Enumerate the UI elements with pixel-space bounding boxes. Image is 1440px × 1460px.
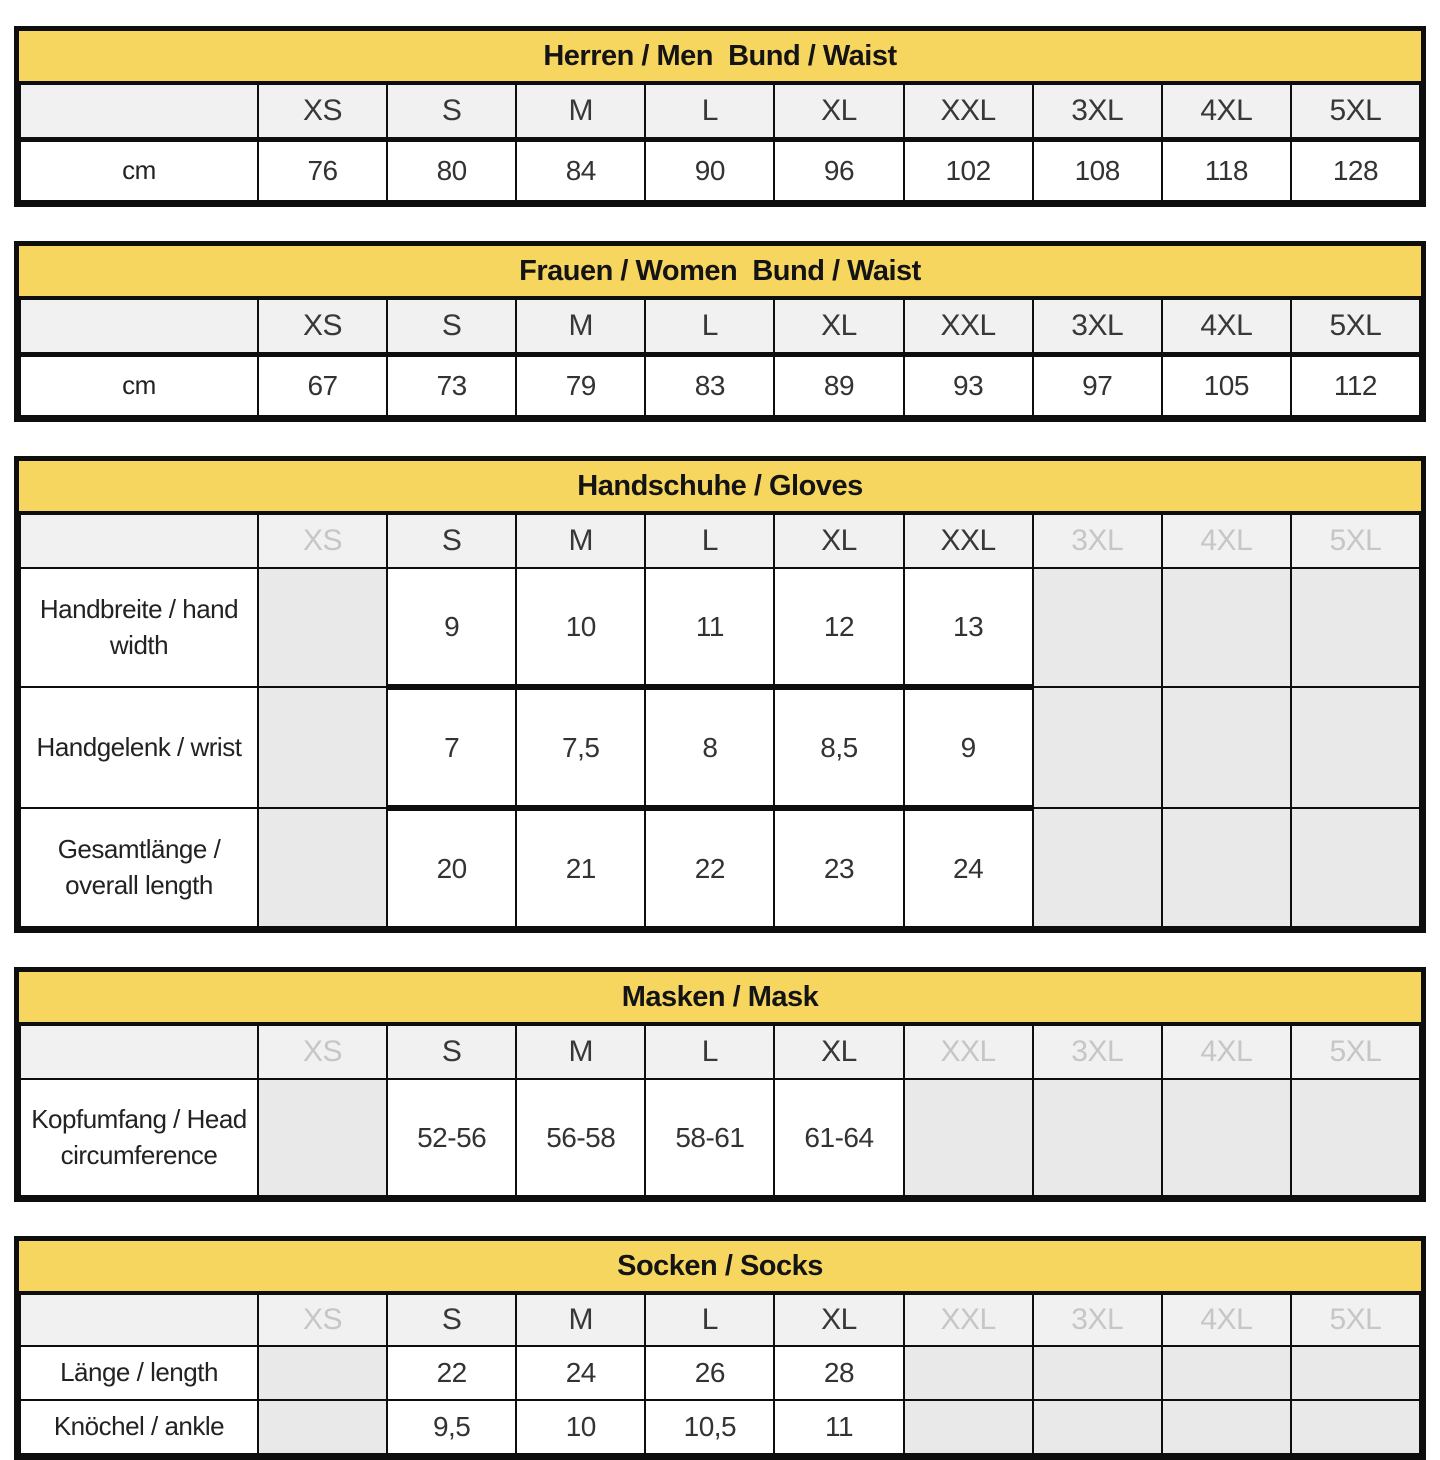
empty-cell — [1162, 568, 1291, 687]
value-cell: 96 — [774, 140, 903, 202]
size-header-xxl: XXL — [904, 1294, 1033, 1346]
empty-cell — [258, 1346, 387, 1400]
value-cell: 23 — [774, 808, 903, 927]
value-cell: 128 — [1291, 140, 1420, 202]
empty-cell — [1291, 1079, 1420, 1196]
value-cell: 24 — [516, 1346, 645, 1400]
size-header-4xl: 4XL — [1162, 1025, 1291, 1079]
row-label: Handbreite / hand width — [20, 568, 258, 687]
table-gloves — [14, 456, 1426, 933]
value-cell: 79 — [516, 355, 645, 417]
size-header-5xl: 5XL — [1291, 1294, 1420, 1346]
value-cell: 22 — [645, 808, 774, 927]
value-cell: 80 — [387, 140, 516, 202]
table-socks — [14, 1236, 1426, 1460]
table-title: Frauen / Women Bund / Waist — [19, 246, 1421, 298]
value-cell: 8 — [645, 687, 774, 808]
size-header-xs: XS — [258, 84, 387, 140]
empty-cell — [1162, 808, 1291, 927]
row-label: Knöchel / ankle — [20, 1400, 258, 1454]
size-header-3xl: 3XL — [1033, 1294, 1162, 1346]
empty-cell — [258, 687, 387, 808]
empty-cell — [1033, 1346, 1162, 1400]
row-label: cm — [20, 355, 258, 417]
size-header-s: S — [387, 299, 516, 355]
value-cell: 7,5 — [516, 687, 645, 808]
size-grid — [19, 83, 1421, 202]
table-title: Handschuhe / Gloves — [19, 461, 1421, 513]
row-label: cm — [20, 140, 258, 202]
empty-cell — [1291, 1400, 1420, 1454]
value-cell: 10 — [516, 568, 645, 687]
empty-cell — [1162, 1079, 1291, 1196]
size-header-s: S — [387, 1025, 516, 1079]
size-header-3xl: 3XL — [1033, 1025, 1162, 1079]
size-header-xxl: XXL — [904, 1025, 1033, 1079]
value-cell: 83 — [645, 355, 774, 417]
value-cell: 8,5 — [774, 687, 903, 808]
size-header-5xl: 5XL — [1291, 299, 1420, 355]
value-cell: 108 — [1033, 140, 1162, 202]
size-header-3xl: 3XL — [1033, 299, 1162, 355]
value-cell: 93 — [904, 355, 1033, 417]
size-grid — [19, 1024, 1421, 1197]
size-header-xs: XS — [258, 1025, 387, 1079]
empty-cell — [258, 1400, 387, 1454]
value-cell: 7 — [387, 687, 516, 808]
value-cell: 84 — [516, 140, 645, 202]
value-cell: 21 — [516, 808, 645, 927]
empty-cell — [904, 1079, 1033, 1196]
value-cell: 12 — [774, 568, 903, 687]
empty-cell — [1162, 1346, 1291, 1400]
empty-cell — [1033, 808, 1162, 927]
empty-cell — [1162, 1400, 1291, 1454]
empty-cell — [1162, 687, 1291, 808]
size-header-xl: XL — [774, 514, 903, 568]
table-mask — [14, 967, 1426, 1202]
size-header-3xl: 3XL — [1033, 514, 1162, 568]
table-women-waist — [14, 241, 1426, 422]
table-men-waist — [14, 26, 1426, 207]
empty-cell — [904, 1346, 1033, 1400]
empty-cell — [1033, 1400, 1162, 1454]
size-grid — [19, 1293, 1421, 1455]
size-header-4xl: 4XL — [1162, 1294, 1291, 1346]
empty-cell — [1033, 687, 1162, 808]
table-title: Herren / Men Bund / Waist — [19, 31, 1421, 83]
size-header-5xl: 5XL — [1291, 514, 1420, 568]
value-cell: 97 — [1033, 355, 1162, 417]
value-cell: 73 — [387, 355, 516, 417]
value-cell: 13 — [904, 568, 1033, 687]
value-cell: 24 — [904, 808, 1033, 927]
size-header-m: M — [516, 1025, 645, 1079]
size-header-xl: XL — [774, 84, 903, 140]
size-row-corner — [20, 84, 258, 140]
value-cell: 105 — [1162, 355, 1291, 417]
size-header-xxl: XXL — [904, 514, 1033, 568]
row-label: Handgelenk / wrist — [20, 687, 258, 808]
value-cell: 89 — [774, 355, 903, 417]
size-header-5xl: 5XL — [1291, 84, 1420, 140]
size-header-l: L — [645, 299, 774, 355]
value-cell: 10,5 — [645, 1400, 774, 1454]
size-row-corner — [20, 514, 258, 568]
size-row-corner — [20, 299, 258, 355]
size-header-m: M — [516, 514, 645, 568]
size-header-m: M — [516, 299, 645, 355]
size-header-xxl: XXL — [904, 84, 1033, 140]
size-header-xs: XS — [258, 299, 387, 355]
size-grid — [19, 298, 1421, 417]
empty-cell — [258, 808, 387, 927]
size-header-l: L — [645, 1025, 774, 1079]
size-header-s: S — [387, 84, 516, 140]
row-label: Gesamtlänge / overall length — [20, 808, 258, 927]
size-header-l: L — [645, 1294, 774, 1346]
size-header-s: S — [387, 1294, 516, 1346]
value-cell: 61-64 — [774, 1079, 903, 1196]
empty-cell — [1291, 808, 1420, 927]
empty-cell — [1033, 568, 1162, 687]
size-header-l: L — [645, 514, 774, 568]
value-cell: 9,5 — [387, 1400, 516, 1454]
value-cell: 28 — [774, 1346, 903, 1400]
empty-cell — [1291, 568, 1420, 687]
table-title: Masken / Mask — [19, 972, 1421, 1024]
empty-cell — [904, 1400, 1033, 1454]
size-header-5xl: 5XL — [1291, 1025, 1420, 1079]
empty-cell — [1291, 1346, 1420, 1400]
size-header-xxl: XXL — [904, 299, 1033, 355]
size-header-m: M — [516, 84, 645, 140]
value-cell: 11 — [774, 1400, 903, 1454]
size-header-xl: XL — [774, 1294, 903, 1346]
value-cell: 26 — [645, 1346, 774, 1400]
value-cell: 58-61 — [645, 1079, 774, 1196]
value-cell: 11 — [645, 568, 774, 687]
value-cell: 102 — [904, 140, 1033, 202]
size-grid — [19, 513, 1421, 928]
value-cell: 10 — [516, 1400, 645, 1454]
size-header-3xl: 3XL — [1033, 84, 1162, 140]
row-label: Kopfumfang / Head circumference — [20, 1079, 258, 1196]
value-cell: 52-56 — [387, 1079, 516, 1196]
row-label: Länge / length — [20, 1346, 258, 1400]
value-cell: 20 — [387, 808, 516, 927]
size-header-xs: XS — [258, 1294, 387, 1346]
value-cell: 9 — [904, 687, 1033, 808]
value-cell: 112 — [1291, 355, 1420, 417]
empty-cell — [1291, 687, 1420, 808]
value-cell: 67 — [258, 355, 387, 417]
value-cell: 56-58 — [516, 1079, 645, 1196]
value-cell: 76 — [258, 140, 387, 202]
size-header-4xl: 4XL — [1162, 514, 1291, 568]
empty-cell — [1033, 1079, 1162, 1196]
size-header-l: L — [645, 84, 774, 140]
size-header-4xl: 4XL — [1162, 299, 1291, 355]
value-cell: 90 — [645, 140, 774, 202]
size-header-4xl: 4XL — [1162, 84, 1291, 140]
size-header-xs: XS — [258, 514, 387, 568]
table-title: Socken / Socks — [19, 1241, 1421, 1293]
value-cell: 9 — [387, 568, 516, 687]
size-header-xl: XL — [774, 1025, 903, 1079]
size-row-corner — [20, 1025, 258, 1079]
empty-cell — [258, 1079, 387, 1196]
size-header-xl: XL — [774, 299, 903, 355]
value-cell: 118 — [1162, 140, 1291, 202]
size-header-s: S — [387, 514, 516, 568]
size-row-corner — [20, 1294, 258, 1346]
empty-cell — [258, 568, 387, 687]
size-header-m: M — [516, 1294, 645, 1346]
value-cell: 22 — [387, 1346, 516, 1400]
